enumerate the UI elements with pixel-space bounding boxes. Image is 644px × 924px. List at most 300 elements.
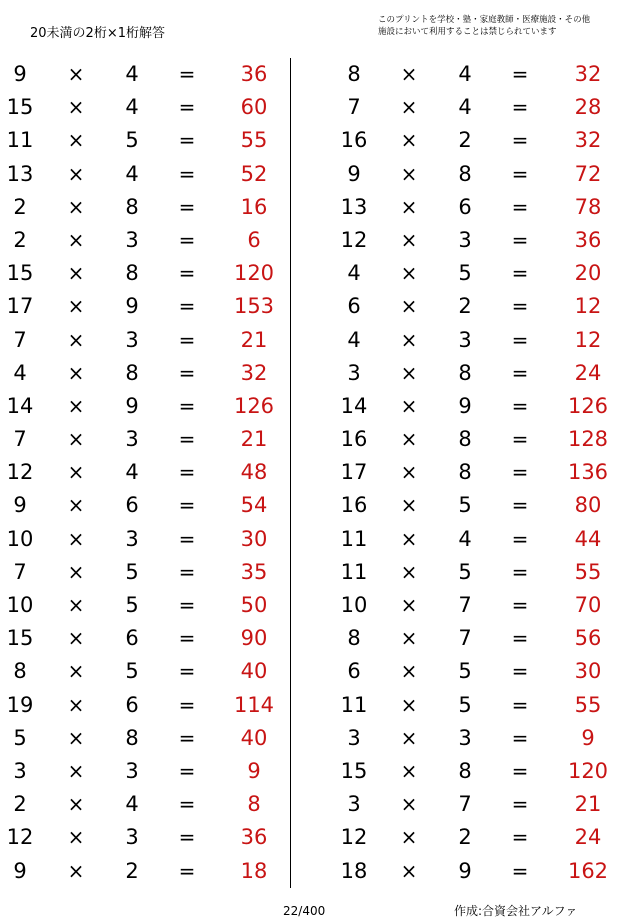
equals-sign: = bbox=[511, 261, 529, 286]
answer: 136 bbox=[567, 460, 609, 485]
answer: 55 bbox=[574, 559, 602, 584]
equals-sign: = bbox=[178, 792, 196, 817]
times-sign: × bbox=[67, 427, 85, 452]
equals-sign: = bbox=[178, 593, 196, 617]
times-sign: × bbox=[67, 526, 85, 551]
times-sign: × bbox=[400, 692, 418, 717]
answer: 9 bbox=[247, 758, 261, 783]
problem-row bbox=[0, 456, 290, 489]
multiplicand: 9 bbox=[13, 858, 27, 883]
multiplier: 9 bbox=[458, 858, 472, 883]
multiplicand: 7 bbox=[13, 327, 27, 352]
problem-row bbox=[291, 556, 644, 589]
times-sign: × bbox=[400, 294, 418, 319]
equals-sign: = bbox=[178, 128, 196, 153]
answer: 28 bbox=[574, 95, 602, 120]
problem-row bbox=[0, 589, 290, 622]
answer: 126 bbox=[567, 393, 609, 418]
equals-sign: = bbox=[511, 95, 529, 120]
multiplicand: 4 bbox=[347, 327, 361, 352]
answer: 52 bbox=[240, 161, 268, 186]
problem-row bbox=[291, 58, 644, 91]
equals-sign: = bbox=[178, 526, 196, 551]
problem-row bbox=[291, 423, 644, 456]
answer: 12 bbox=[574, 327, 602, 352]
equals-sign: = bbox=[511, 825, 529, 850]
times-sign: × bbox=[400, 725, 418, 750]
times-sign: × bbox=[400, 128, 418, 153]
equals-sign: = bbox=[511, 792, 529, 817]
problem-row bbox=[0, 755, 290, 788]
answer: 8 bbox=[247, 792, 261, 817]
usage-notice bbox=[378, 14, 638, 38]
multiplicand: 8 bbox=[347, 62, 361, 86]
times-sign: × bbox=[400, 526, 418, 551]
problem-row bbox=[291, 755, 644, 788]
times-sign: × bbox=[67, 559, 85, 584]
problem-row bbox=[291, 91, 644, 124]
equals-sign: = bbox=[178, 758, 196, 783]
multiplier: 4 bbox=[458, 62, 472, 86]
multiplier: 6 bbox=[125, 626, 139, 651]
times-sign: × bbox=[67, 626, 85, 651]
problem-row bbox=[0, 689, 290, 722]
multiplier: 3 bbox=[125, 758, 139, 783]
multiplicand: 7 bbox=[347, 95, 361, 120]
equals-sign: = bbox=[511, 194, 529, 219]
multiplier: 3 bbox=[125, 526, 139, 551]
times-sign: × bbox=[400, 626, 418, 651]
problem-row bbox=[0, 58, 290, 91]
times-sign: × bbox=[400, 95, 418, 120]
problem-row bbox=[0, 855, 290, 888]
multiplicand: 15 bbox=[340, 758, 368, 783]
equals-sign: = bbox=[511, 559, 529, 584]
answer: 44 bbox=[574, 526, 602, 551]
multiplicand: 9 bbox=[13, 493, 27, 518]
answer: 6 bbox=[247, 227, 261, 252]
multiplier: 3 bbox=[125, 825, 139, 850]
multiplier: 5 bbox=[458, 261, 472, 286]
multiplier: 4 bbox=[125, 460, 139, 485]
multiplicand: 15 bbox=[6, 95, 34, 120]
problem-row bbox=[0, 124, 290, 157]
equals-sign: = bbox=[178, 559, 196, 584]
problem-row bbox=[291, 523, 644, 556]
times-sign: × bbox=[67, 493, 85, 518]
problem-row bbox=[291, 390, 644, 423]
multiplier: 3 bbox=[458, 327, 472, 352]
times-sign: × bbox=[67, 62, 85, 86]
answer: 128 bbox=[567, 427, 609, 452]
answer: 162 bbox=[567, 858, 609, 883]
multiplicand: 5 bbox=[13, 725, 27, 750]
equals-sign: = bbox=[178, 360, 196, 385]
times-sign: × bbox=[400, 593, 418, 617]
problem-row bbox=[291, 622, 644, 655]
problem-row bbox=[0, 489, 290, 522]
equals-sign: = bbox=[178, 194, 196, 219]
answer: 20 bbox=[574, 261, 602, 286]
times-sign: × bbox=[67, 460, 85, 485]
equals-sign: = bbox=[178, 227, 196, 252]
answer: 36 bbox=[574, 227, 602, 252]
multiplier: 5 bbox=[458, 692, 472, 717]
answer: 36 bbox=[240, 62, 268, 86]
multiplicand: 16 bbox=[340, 128, 368, 153]
answer: 48 bbox=[240, 460, 268, 485]
multiplier: 4 bbox=[458, 526, 472, 551]
answer: 21 bbox=[240, 327, 268, 352]
multiplicand: 6 bbox=[347, 294, 361, 319]
answer: 55 bbox=[574, 692, 602, 717]
equals-sign: = bbox=[511, 593, 529, 617]
equals-sign: = bbox=[511, 659, 529, 684]
multiplier: 4 bbox=[458, 95, 472, 120]
equals-sign: = bbox=[511, 692, 529, 717]
equals-sign: = bbox=[511, 758, 529, 783]
answer: 120 bbox=[233, 261, 275, 286]
answer: 30 bbox=[240, 526, 268, 551]
problem-row bbox=[0, 158, 290, 191]
times-sign: × bbox=[67, 692, 85, 717]
multiplicand: 2 bbox=[13, 194, 27, 219]
multiplicand: 3 bbox=[347, 792, 361, 817]
answer: 54 bbox=[240, 493, 268, 518]
equals-sign: = bbox=[178, 294, 196, 319]
multiplier: 8 bbox=[458, 758, 472, 783]
problem-row bbox=[291, 456, 644, 489]
equals-sign: = bbox=[178, 858, 196, 883]
multiplicand: 10 bbox=[6, 526, 34, 551]
answer: 120 bbox=[567, 758, 609, 783]
multiplicand: 10 bbox=[340, 593, 368, 617]
equals-sign: = bbox=[178, 393, 196, 418]
multiplier: 9 bbox=[458, 393, 472, 418]
equals-sign: = bbox=[511, 427, 529, 452]
answer: 40 bbox=[240, 659, 268, 684]
equals-sign: = bbox=[511, 62, 529, 86]
multiplier: 5 bbox=[125, 128, 139, 153]
equals-sign: = bbox=[511, 493, 529, 518]
times-sign: × bbox=[400, 227, 418, 252]
times-sign: × bbox=[67, 161, 85, 186]
multiplicand: 7 bbox=[13, 427, 27, 452]
multiplicand: 12 bbox=[340, 227, 368, 252]
multiplier: 3 bbox=[125, 227, 139, 252]
multiplicand: 17 bbox=[6, 294, 34, 319]
equals-sign: = bbox=[511, 526, 529, 551]
multiplier: 3 bbox=[125, 427, 139, 452]
equals-sign: = bbox=[178, 327, 196, 352]
equals-sign: = bbox=[178, 95, 196, 120]
times-sign: × bbox=[67, 792, 85, 817]
answer: 12 bbox=[574, 294, 602, 319]
multiplier: 8 bbox=[458, 427, 472, 452]
equals-sign: = bbox=[178, 725, 196, 750]
multiplier: 2 bbox=[458, 128, 472, 153]
equals-sign: = bbox=[511, 327, 529, 352]
problem-row bbox=[0, 556, 290, 589]
answer: 60 bbox=[240, 95, 268, 120]
problem-row bbox=[291, 821, 644, 854]
multiplier: 4 bbox=[125, 161, 139, 186]
problem-row bbox=[0, 423, 290, 456]
answer: 24 bbox=[574, 360, 602, 385]
multiplicand: 17 bbox=[340, 460, 368, 485]
multiplicand: 13 bbox=[6, 161, 34, 186]
multiplicand: 9 bbox=[347, 161, 361, 186]
multiplier: 7 bbox=[458, 626, 472, 651]
equals-sign: = bbox=[511, 393, 529, 418]
multiplicand: 9 bbox=[13, 62, 27, 86]
problem-row bbox=[291, 788, 644, 821]
multiplier: 4 bbox=[125, 792, 139, 817]
problem-row bbox=[291, 589, 644, 622]
multiplicand: 12 bbox=[340, 825, 368, 850]
times-sign: × bbox=[67, 360, 85, 385]
multiplicand: 11 bbox=[340, 526, 368, 551]
multiplicand: 12 bbox=[6, 825, 34, 850]
answer: 126 bbox=[233, 393, 275, 418]
answer: 35 bbox=[240, 559, 268, 584]
problem-row bbox=[0, 91, 290, 124]
times-sign: × bbox=[67, 327, 85, 352]
multiplier: 2 bbox=[458, 294, 472, 319]
times-sign: × bbox=[67, 393, 85, 418]
problem-row bbox=[0, 290, 290, 323]
times-sign: × bbox=[400, 559, 418, 584]
answer: 80 bbox=[574, 493, 602, 518]
answer: 40 bbox=[240, 725, 268, 750]
equals-sign: = bbox=[511, 360, 529, 385]
multiplier: 8 bbox=[125, 360, 139, 385]
equals-sign: = bbox=[178, 626, 196, 651]
times-sign: × bbox=[67, 227, 85, 252]
multiplier: 4 bbox=[125, 95, 139, 120]
equals-sign: = bbox=[511, 227, 529, 252]
multiplicand: 16 bbox=[340, 427, 368, 452]
equals-sign: = bbox=[511, 294, 529, 319]
times-sign: × bbox=[67, 261, 85, 286]
answer: 72 bbox=[574, 161, 602, 186]
multiplier: 7 bbox=[458, 792, 472, 817]
answer: 50 bbox=[240, 593, 268, 617]
multiplier: 5 bbox=[458, 559, 472, 584]
answer: 16 bbox=[240, 194, 268, 219]
answer: 21 bbox=[240, 427, 268, 452]
problem-row bbox=[291, 158, 644, 191]
multiplicand: 19 bbox=[6, 692, 34, 717]
multiplicand: 8 bbox=[13, 659, 27, 684]
times-sign: × bbox=[400, 62, 418, 86]
multiplier: 6 bbox=[125, 493, 139, 518]
problem-row bbox=[0, 722, 290, 755]
multiplicand: 4 bbox=[13, 360, 27, 385]
problem-row bbox=[0, 821, 290, 854]
times-sign: × bbox=[400, 161, 418, 186]
answer: 55 bbox=[240, 128, 268, 153]
usage-notice-line-1: このプリントを学校・塾・家庭教師・医療施設・その他 bbox=[378, 15, 591, 25]
left-problem-column bbox=[0, 58, 290, 888]
equals-sign: = bbox=[178, 427, 196, 452]
answer: 90 bbox=[240, 626, 268, 651]
problem-row bbox=[291, 290, 644, 323]
multiplicand: 14 bbox=[6, 393, 34, 418]
times-sign: × bbox=[67, 758, 85, 783]
equals-sign: = bbox=[178, 261, 196, 286]
times-sign: × bbox=[400, 327, 418, 352]
multiplicand: 12 bbox=[6, 460, 34, 485]
problem-row bbox=[0, 191, 290, 224]
equals-sign: = bbox=[178, 659, 196, 684]
equals-sign: = bbox=[511, 128, 529, 153]
usage-notice-line-2: 施設において利用することは禁じられています bbox=[378, 27, 557, 37]
problem-row bbox=[291, 722, 644, 755]
equals-sign: = bbox=[178, 692, 196, 717]
multiplicand: 7 bbox=[13, 559, 27, 584]
multiplier: 2 bbox=[125, 858, 139, 883]
problem-row bbox=[0, 523, 290, 556]
multiplier: 8 bbox=[125, 725, 139, 750]
multiplier: 3 bbox=[458, 725, 472, 750]
problem-row bbox=[0, 324, 290, 357]
times-sign: × bbox=[67, 194, 85, 219]
multiplier: 8 bbox=[458, 360, 472, 385]
problem-row bbox=[291, 357, 644, 390]
equals-sign: = bbox=[178, 825, 196, 850]
answer: 32 bbox=[574, 62, 602, 86]
multiplier: 4 bbox=[125, 62, 139, 86]
answer: 30 bbox=[574, 659, 602, 684]
equals-sign: = bbox=[511, 460, 529, 485]
answer: 18 bbox=[240, 858, 268, 883]
multiplicand: 6 bbox=[347, 659, 361, 684]
answer: 9 bbox=[581, 725, 595, 750]
times-sign: × bbox=[400, 460, 418, 485]
page-number: 22/400 bbox=[283, 904, 326, 918]
problem-row bbox=[0, 622, 290, 655]
problem-row bbox=[291, 489, 644, 522]
multiplier: 5 bbox=[125, 659, 139, 684]
multiplier: 8 bbox=[125, 261, 139, 286]
multiplier: 8 bbox=[458, 161, 472, 186]
author-credit: 作成:合資会社アルファ bbox=[454, 904, 578, 918]
equals-sign: = bbox=[511, 626, 529, 651]
answer: 153 bbox=[233, 294, 275, 319]
multiplier: 7 bbox=[458, 593, 472, 617]
equals-sign: = bbox=[178, 493, 196, 518]
multiplicand: 15 bbox=[6, 261, 34, 286]
multiplier: 5 bbox=[458, 493, 472, 518]
answer: 32 bbox=[240, 360, 268, 385]
multiplicand: 11 bbox=[340, 559, 368, 584]
multiplicand: 2 bbox=[13, 792, 27, 817]
answer: 56 bbox=[574, 626, 602, 651]
problem-row bbox=[0, 224, 290, 257]
equals-sign: = bbox=[511, 858, 529, 883]
equals-sign: = bbox=[178, 460, 196, 485]
multiplier: 9 bbox=[125, 393, 139, 418]
multiplicand: 4 bbox=[347, 261, 361, 286]
multiplicand: 15 bbox=[6, 626, 34, 651]
times-sign: × bbox=[67, 858, 85, 883]
times-sign: × bbox=[400, 493, 418, 518]
answer: 21 bbox=[574, 792, 602, 817]
times-sign: × bbox=[67, 95, 85, 120]
multiplier: 5 bbox=[125, 593, 139, 617]
multiplicand: 3 bbox=[13, 758, 27, 783]
multiplicand: 11 bbox=[6, 128, 34, 153]
problem-row bbox=[0, 788, 290, 821]
times-sign: × bbox=[400, 393, 418, 418]
multiplicand: 14 bbox=[340, 393, 368, 418]
problem-row bbox=[291, 655, 644, 688]
times-sign: × bbox=[400, 659, 418, 684]
times-sign: × bbox=[67, 593, 85, 617]
times-sign: × bbox=[400, 825, 418, 850]
multiplier: 6 bbox=[125, 692, 139, 717]
multiplier: 5 bbox=[458, 659, 472, 684]
multiplier: 3 bbox=[458, 227, 472, 252]
multiplier: 2 bbox=[458, 825, 472, 850]
problem-row bbox=[0, 357, 290, 390]
multiplier: 8 bbox=[125, 194, 139, 219]
multiplicand: 10 bbox=[6, 593, 34, 617]
multiplier: 8 bbox=[458, 460, 472, 485]
times-sign: × bbox=[400, 360, 418, 385]
problem-row bbox=[291, 257, 644, 290]
multiplier: 3 bbox=[125, 327, 139, 352]
worksheet-title: 20未満の2桁×1桁解答 bbox=[30, 26, 165, 41]
answer: 24 bbox=[574, 825, 602, 850]
problem-row bbox=[0, 390, 290, 423]
multiplicand: 11 bbox=[340, 692, 368, 717]
problem-row bbox=[0, 257, 290, 290]
right-problem-column bbox=[291, 58, 644, 888]
answer: 114 bbox=[233, 692, 275, 717]
multiplier: 6 bbox=[458, 194, 472, 219]
problem-row bbox=[291, 855, 644, 888]
multiplier: 9 bbox=[125, 294, 139, 319]
multiplicand: 8 bbox=[347, 626, 361, 651]
times-sign: × bbox=[67, 659, 85, 684]
problem-row bbox=[291, 191, 644, 224]
multiplicand: 3 bbox=[347, 725, 361, 750]
multiplicand: 3 bbox=[347, 360, 361, 385]
answer: 32 bbox=[574, 128, 602, 153]
problem-row bbox=[291, 324, 644, 357]
multiplier: 5 bbox=[125, 559, 139, 584]
equals-sign: = bbox=[511, 725, 529, 750]
times-sign: × bbox=[67, 725, 85, 750]
equals-sign: = bbox=[178, 161, 196, 186]
times-sign: × bbox=[400, 194, 418, 219]
problem-row bbox=[0, 655, 290, 688]
equals-sign: = bbox=[178, 62, 196, 86]
times-sign: × bbox=[67, 825, 85, 850]
times-sign: × bbox=[400, 261, 418, 286]
problem-row bbox=[291, 124, 644, 157]
problem-row bbox=[291, 689, 644, 722]
multiplicand: 2 bbox=[13, 227, 27, 252]
times-sign: × bbox=[400, 758, 418, 783]
multiplicand: 16 bbox=[340, 493, 368, 518]
times-sign: × bbox=[67, 128, 85, 153]
equals-sign: = bbox=[511, 161, 529, 186]
answer: 70 bbox=[574, 593, 602, 617]
multiplicand: 13 bbox=[340, 194, 368, 219]
